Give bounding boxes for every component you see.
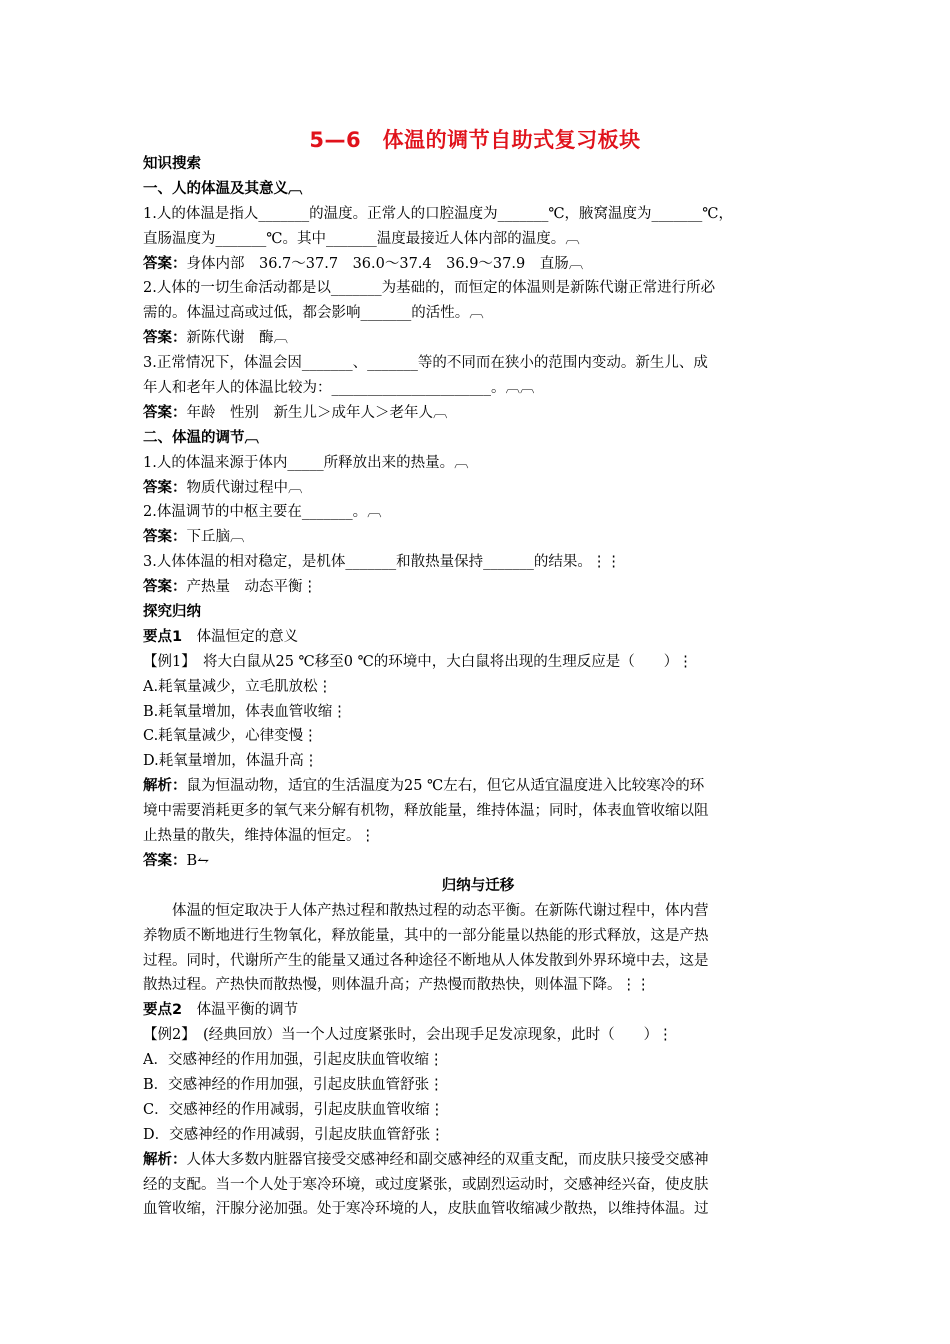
line-text: 物质代谢过程中︹: [186, 479, 303, 496]
line-text: D．交感神经的作用减弱，引起皮肤血管舒张⋮: [143, 1126, 445, 1143]
line-label: 要点1: [143, 628, 183, 645]
labeled-line: [143, 998, 813, 1023]
text-line: [143, 1123, 813, 1148]
line-text: 境中需要消耗更多的氧气来分解有机物，释放能量，维持体温；同时，体表血管收缩以阻: [143, 803, 709, 820]
line-text: 需的。体温过高或过低，都会影响_______的活性。︹: [143, 305, 484, 322]
text-line: [143, 799, 813, 824]
line-label: 答案：: [143, 579, 187, 596]
line-text: 2.人体的一切生命活动都是以_______为基础的，而恒定的体温则是新陈代谢正常进行所必: [143, 280, 716, 297]
text-line: [143, 724, 813, 749]
text-line: [143, 202, 813, 227]
section-heading: [143, 600, 813, 625]
line-text: 知识搜索: [143, 156, 201, 172]
line-text: 新陈代谢 酶︹: [186, 330, 288, 347]
line-text: 体温平衡的调节: [182, 1002, 299, 1019]
labeled-line: [143, 625, 813, 650]
line-text: D.耗氧量增加，体温升高⋮: [143, 753, 319, 770]
line-text: 年龄 性别 新生儿＞成年人＞老年人︹: [186, 404, 448, 421]
line-text: C.耗氧量减少，心律变慢⋮: [143, 728, 318, 745]
line-text: 直肠温度为_______℃。其中_______温度最接近人体内部的温度。︹: [143, 230, 580, 247]
text-line: [143, 1173, 813, 1198]
labeled-line: [143, 401, 813, 426]
line-text: 经的支配。当一个人处于寒冷环境，或过度紧张，或剧烈运动时，交感神经兴奋，使皮肤: [143, 1176, 709, 1193]
line-text: 止热量的散失，维持体温的恒定。⋮: [143, 828, 375, 845]
text-line: [143, 227, 813, 252]
line-text: 归纳与迁移: [441, 877, 515, 894]
labeled-line: [143, 575, 813, 600]
line-text: 3.人体体温的相对稳定，是机体_______和散热量保持_______的结果。⋮⋮: [143, 554, 621, 571]
line-label: 答案：: [143, 479, 187, 496]
section-heading: [143, 152, 813, 177]
text-line: [143, 1023, 813, 1048]
line-text: 体温恒定的意义: [182, 628, 299, 645]
document-body: [143, 152, 813, 1222]
line-label: 解析：: [143, 778, 187, 795]
labeled-line: [143, 849, 813, 874]
line-text: 一、人的体温及其意义︹: [143, 180, 303, 197]
labeled-line: [143, 326, 813, 351]
text-line: [143, 451, 813, 476]
line-text: 3.正常情况下，体温会因_______、_______等的不同而在狭小的范围内变动。新生儿、成: [143, 355, 708, 372]
line-text: 散热过程。产热快而散热慢，则体温升高；产热慢而散热快，则体温下降。⋮⋮: [143, 977, 651, 994]
text-line: [143, 650, 813, 675]
text-line: [143, 924, 813, 949]
line-label: 答案：: [143, 404, 187, 421]
line-text: B．交感神经的作用加强，引起皮肤血管舒张⋮: [143, 1076, 444, 1093]
text-line: [143, 376, 813, 401]
line-text: A．交感神经的作用加强，引起皮肤血管收缩⋮: [143, 1052, 444, 1069]
text-line: [143, 1098, 813, 1123]
labeled-line: [143, 1148, 813, 1173]
line-label: 解析：: [143, 1151, 187, 1168]
line-text: 探究归纳: [143, 604, 201, 621]
text-line: [143, 675, 813, 700]
line-text: 2.体温调节的中枢主要在_______。︹: [143, 504, 382, 521]
text-line: [143, 700, 813, 725]
section-heading: [143, 177, 813, 202]
text-line: [143, 276, 813, 301]
line-text: 产热量 动态平衡⋮: [186, 579, 317, 596]
line-text: B⥊: [186, 852, 210, 869]
line-text: A.耗氧量减少，立毛肌放松⋮: [143, 678, 333, 695]
document-title: 5—6 体温的调节自助式复习板块: [309, 128, 641, 152]
line-text: 【例2】 (经典回放）当一个人过度紧张时，会出现手足发凉现象，此时（ ）⋮: [143, 1027, 673, 1044]
text-line: [143, 1073, 813, 1098]
labeled-line: [143, 252, 813, 277]
text-line: [143, 351, 813, 376]
text-line: [143, 1197, 813, 1222]
labeled-line: [143, 525, 813, 550]
paragraph-line: [143, 899, 813, 924]
line-label: 答案：: [143, 255, 187, 272]
labeled-line: [143, 774, 813, 799]
line-text: 1.人的体温是指人_______的温度。正常人的口腔温度为_______℃，腋窝温度为_______℃，: [143, 205, 734, 222]
line-text: 年人和老年人的体温比较为：______________________。︹︹: [143, 380, 535, 397]
labeled-line: [143, 476, 813, 501]
line-text: 体温的恒定取决于人体产热过程和散热过程的动态平衡。在新陈代谢过程中，体内营: [172, 902, 709, 919]
line-text: C．交感神经的作用减弱，引起皮肤血管收缩⋮: [143, 1101, 445, 1118]
text-line: [143, 550, 813, 575]
text-line: [143, 1048, 813, 1073]
line-text: 人体大多数内脏器官接受交感神经和副交感神经的双重支配，而皮肤只接受交感神: [186, 1151, 709, 1168]
line-text: 【例1】 将大白鼠从25 ℃移至0 ℃的环境中，大白鼠将出现的生理反应是（ ）⋮: [143, 653, 693, 670]
line-text: 养物质不断地进行生物氧化，释放能量，其中的一部分能量以热能的形式释放，这是产热: [143, 927, 709, 944]
line-text: 血管收缩，汗腺分泌加强。处于寒冷环境的人，皮肤血管收缩减少散热，以维持体温。过: [143, 1201, 709, 1218]
line-label: 答案：: [143, 330, 187, 347]
line-label: 要点2: [143, 1002, 183, 1019]
line-text: 鼠为恒温动物，适宜的生活温度为25 ℃左右，但它从适宜温度进入比较寒冷的环: [186, 778, 705, 795]
section-subheading: [143, 874, 813, 899]
text-line: [143, 500, 813, 525]
text-line: [143, 824, 813, 849]
text-line: [143, 749, 813, 774]
line-label: 答案：: [143, 852, 187, 869]
line-text: 二、体温的调节︹: [143, 429, 259, 446]
text-line: [143, 949, 813, 974]
line-text: 下丘脑︹: [186, 529, 245, 546]
text-line: [143, 301, 813, 326]
section-heading: [143, 426, 813, 451]
line-text: 身体内部 36.7～37.7 36.0～37.4 36.9～37.9 直肠︹: [186, 255, 584, 272]
text-line: [143, 973, 813, 998]
line-text: 1.人的体温来源于体内_____所释放出来的热量。︹: [143, 454, 469, 471]
line-text: 过程。同时，代谢所产生的能量又通过各种途径不断地从人体发散到外界环境中去，这是: [143, 952, 709, 969]
line-text: B.耗氧量增加，体表血管收缩⋮: [143, 703, 347, 720]
line-label: 答案：: [143, 529, 187, 546]
